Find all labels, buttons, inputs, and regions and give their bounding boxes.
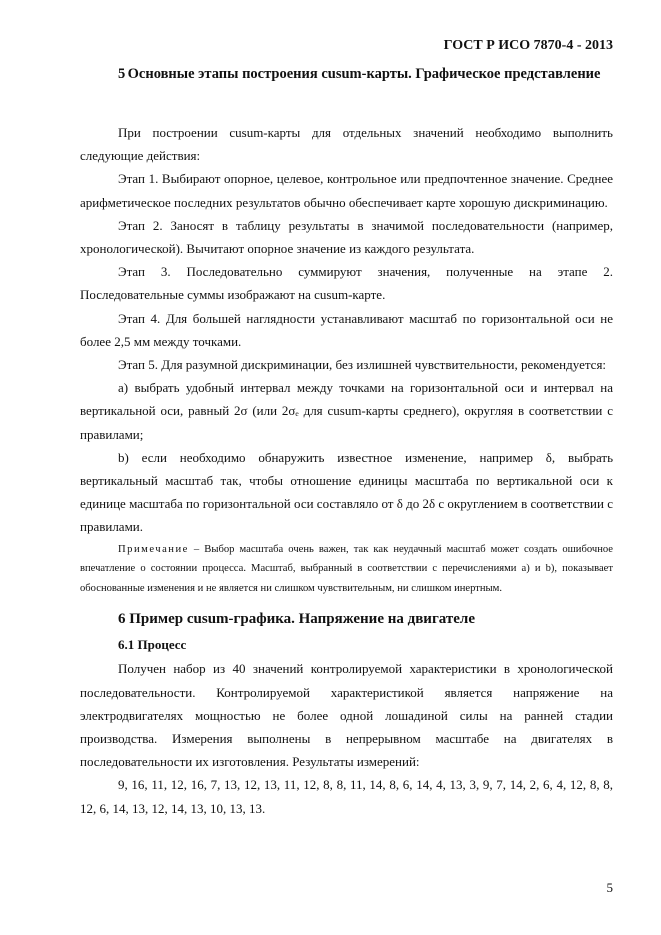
intro-paragraph: При построении cusum-карты для отдельных значений необходимо выполнить следующие действия:	[80, 125, 613, 164]
step-2-paragraph: Этап 2. Заносят в таблицу результаты в значимой последовательности (например, хронологической). Вычитают опорное значение из каждого результата.	[80, 217, 613, 257]
standard-header: ГОСТ Р ИСО 7870-4 - 2013	[443, 38, 613, 53]
step-1-paragraph: Этап 1. Выбирают опорное, целевое, контрольное или предпочтенное значение. Среднее арифметическое последних результатов обычно обеспечивает карте хорошую дискриминацию.	[80, 171, 613, 210]
page-number: 5	[606, 880, 613, 895]
step-5-paragraph: Этап 5. Для разумной дискриминации, без излишней чувствительности, рекомендуется:	[118, 357, 607, 373]
document-body	[80, 121, 613, 820]
section-6-heading: 6 Пример cusum-графика. Напряжение на двигателе	[118, 611, 475, 628]
step-4-paragraph: Этап 4. Для большей наглядности устанавливают масштаб по горизонтальной оси не более 2,5 мм между точками.	[80, 310, 613, 349]
section-5-number: 5	[118, 66, 126, 82]
section-5-title: Основные этапы построения cusum-карты. Графическое представление	[127, 66, 601, 82]
note-paragraph	[80, 540, 613, 599]
subsection-6-1-heading: 6.1 Процесс	[118, 637, 187, 653]
note-text: – Выбор масштаба очень важен, так как неудачный масштаб может создать ошибочное впечатление о состоянии процесса. Масштаб, выбранный в соответствии с перечислениями а) и b), показывает обоснованные изменения и не является ни слишком чувствительным, ни слишком инертным.	[80, 543, 613, 594]
process-paragraph: Получен набор из 40 значений контролируемой характеристики в хронологической последовательности. Контролируемой характеристикой является напряжение на электродвигателях мощностью не более одной лошадиной силы на ранней стадии производства. Измерения выполнены в непрерывном масштабе на двигателях в последовательности их изготовления. Результаты измерений:	[80, 661, 613, 770]
item-b-paragraph: b) если необходимо обнаружить известное изменение, например δ, выбрать вертикальный масштаб так, чтобы отношение единицы масштаба по вертикальной оси к единице масштаба по горизонтальной оси составляло от δ до 2δ с округлением в соответствии с правилами.	[80, 449, 613, 535]
note-label: Примечание	[118, 543, 189, 555]
section-5-heading	[80, 62, 613, 87]
step-3-paragraph: Этап 3. Последовательно суммируют значения, полученные на этапе 2. Последовательные суммы изображают на cusum-карте.	[80, 264, 613, 303]
item-a-paragraph: а) выбрать удобный интервал между точками на горизонтальной оси и интервал на вертикальной оси, равный 2σ (или 2σₑ для cusum-карты среднего), округляя в соответствии с правилами;	[80, 380, 613, 442]
measurement-values: 9, 16, 11, 12, 16, 7, 13, 12, 13, 11, 12, 8, 8, 11, 14, 8, 6, 14, 4, 13, 3, 9, 7, 14, 2, 6, 4, 12, 8, 8, 12, 6, 14, 13, 12, 14, 13, 10, 13, 13.	[80, 777, 613, 816]
